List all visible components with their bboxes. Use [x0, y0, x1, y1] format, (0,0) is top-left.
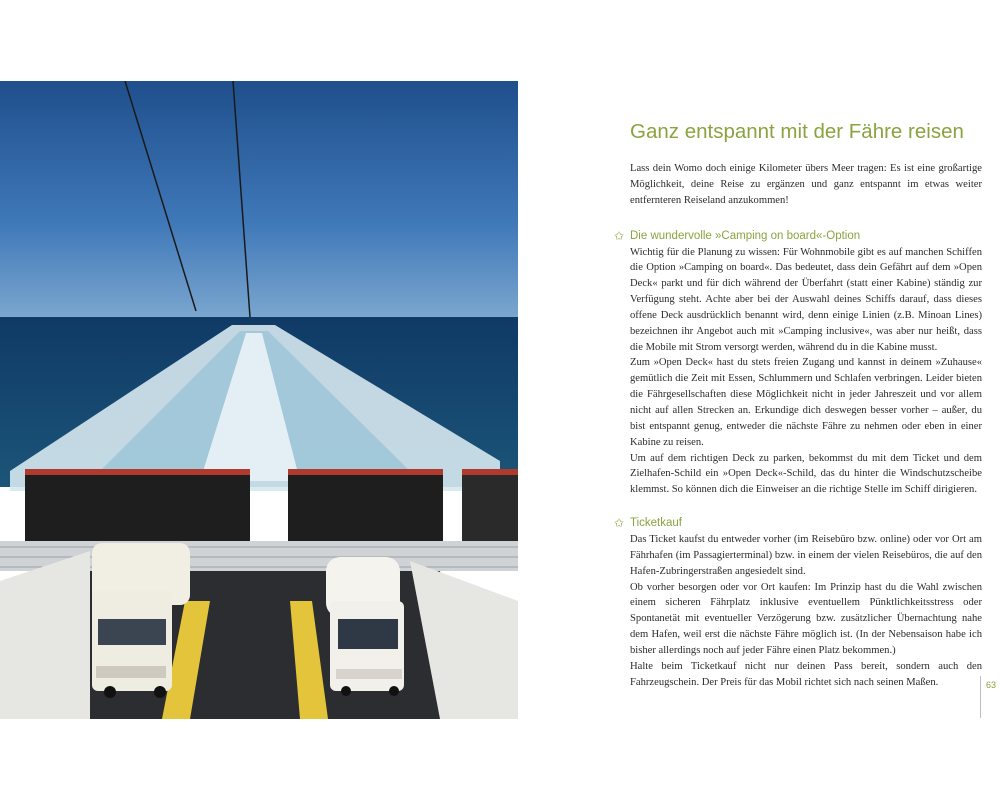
paragraph: Halte beim Ticketkauf nicht nur deinen Pass bereit, sondern auch den Fahrzeugschein. Der Preis für das Mobil richtet sich nach seinen Maßen.	[630, 660, 982, 688]
page-title: Ganz entspannt mit der Fähre reisen	[630, 120, 964, 143]
star-icon: ✩	[614, 228, 625, 243]
paragraph: Um auf dem richtigen Deck zu parken, bekommst du mit dem Ticket und dem Zielhafen-Schild ein »Open Deck«-Schild, das du hinter die Windschutzscheibe klemmst. So können dich die Einweiser an die richtige Stelle im Schiff dirigieren.	[630, 452, 982, 496]
article-column	[614, 120, 982, 690]
section-heading-text: Ticketkauf	[630, 517, 682, 530]
section-heading	[614, 228, 982, 244]
section-heading	[614, 516, 982, 531]
intro-paragraph: Lass dein Womo doch einige Kilometer übers Meer tragen: Es ist eine großartige Möglichkeit, deine Reise zu ergänzen und ganz entspannt im etwas weiter entfernteren Reiseland anzukommen!	[630, 163, 982, 206]
page-number: 63	[986, 680, 997, 690]
paragraph: Zum »Open Deck« hast du stets freien Zugang und kannst in deinem »Zuhause« gemütlich die Zeit mit Essen, Schlummern und Schlafen verbringen. Leider bieten die Fährgesellschaften diese Möglichkeit nicht in jeder Jahreszeit und vor allem nicht auf allen Strecken an. Erkundige dich deswegen besser vorher – außer, du bist entspannt genug, entweder die nächste Fähre zu nehmen oder eben in einer Kabine zu reisen.	[630, 357, 982, 448]
ferry-deck-photo	[0, 81, 518, 719]
section-camping-on-board	[614, 228, 982, 499]
paragraph: Wichtig für die Planung zu wissen: Für Wohnmobile gibt es auf manchen Schiffen die Option »Camping on board«. Das bedeutet, dass dein Gefährt auf dem »Open Deck« parkt und für dich während der Überfahrt (statt einer Kabine) ständig zur Verfügung steht. Achte aber bei der Auswahl deines Schiffs darauf, dass dieses offene Deck ausdrücklich benannt wird, denn einige Linien (z.B. Minoan Lines) bezeichnen ihr Angebot auch mit »Camping inclusive«, was aber nur heißt, dass die Mobile mit Strom versorgt werden, während du in die Kabine musst.	[630, 246, 982, 353]
section-heading-text: Die wundervolle »Camping on board«-Option	[630, 229, 861, 242]
paragraph: Ob vorher besorgen oder vor Ort kaufen: Im Prinzip hast du die Wahl zwischen einem sicheren Fährplatz inklusive eventuellem Pünktlichkeitsstress oder Spontanetät mit eventueller Verzögerung bzw. zusätzlicher Übernachtung nahe dem Hafen, weil erst die nächste Fähre möglich ist. (In der Nebensaison habe ich bisher allerdings noch auf jeder Fähre einen Platz bekommen.)	[630, 581, 982, 656]
page-number-rule	[980, 676, 981, 718]
section-ticketkauf	[614, 516, 982, 690]
star-icon: ✩	[614, 516, 625, 531]
paragraph: Das Ticket kaufst du entweder vorher (im Reisebüro bzw. online) oder vor Ort am Fährhafen (im Passagierterminal) bzw. in einem der vielen Reisebüros, die auf den Hafen-Zubringerstraßen angesiedelt sind.	[630, 534, 982, 577]
